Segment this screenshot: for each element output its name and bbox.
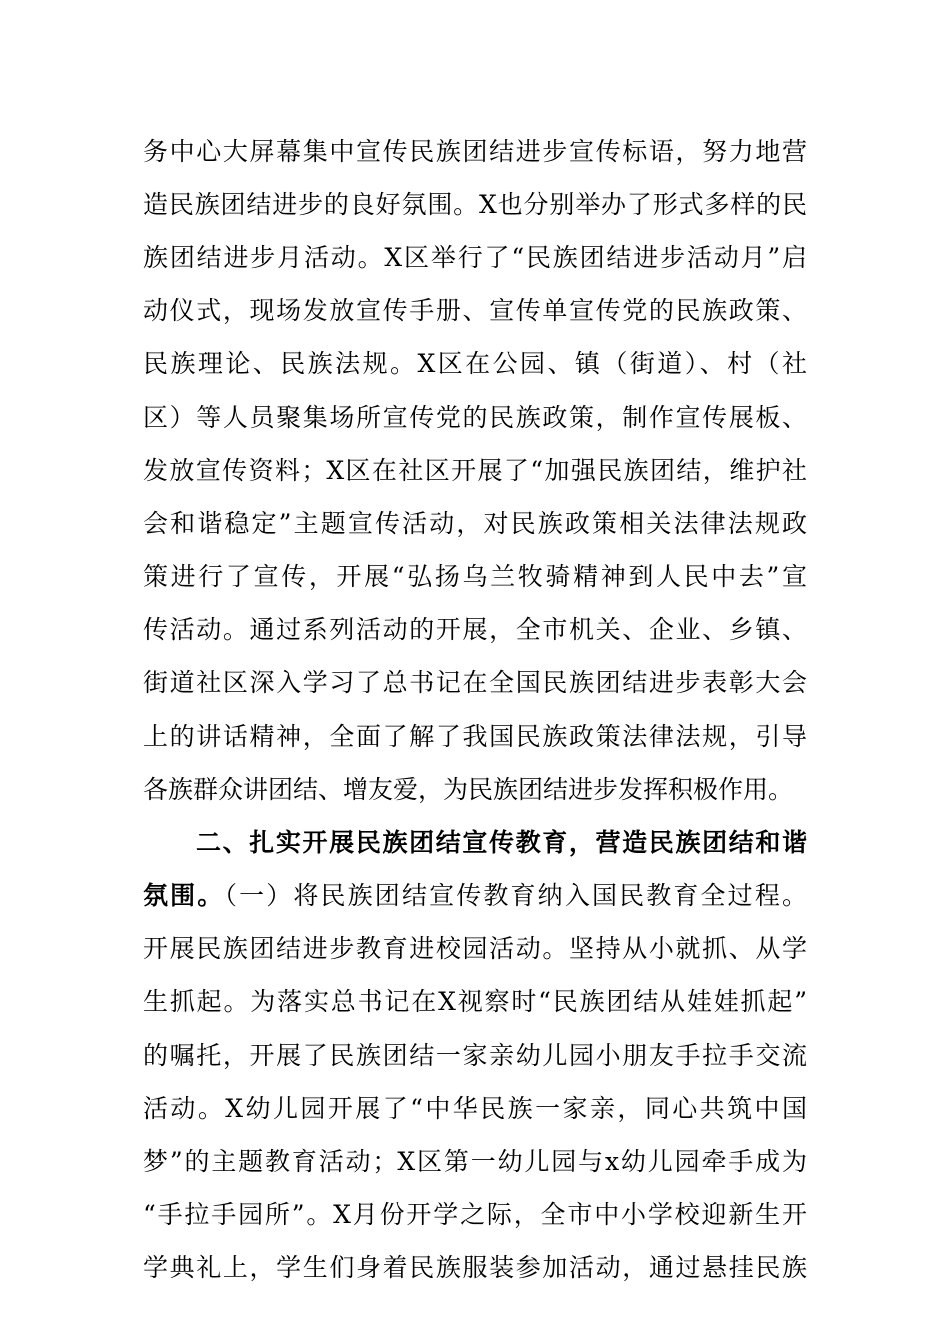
section-heading: 二、扎实开展民族团结宣传教育，营造民族团结和谐 [196,828,807,857]
body-text-line: 传活动。通过系列活动的开展，全市机关、企业、乡镇、 [143,615,807,644]
body-text-line: 区）等人员聚集场所宣传党的民族政策，制作宣传展板、 [143,403,807,432]
body-text-line: 各族群众讲团结、增友爱，为民族团结进步发挥积极作用。 [143,775,794,804]
body-text-line: 街道社区深入学习了总书记在全国民族团结进步表彰大会 [143,668,807,697]
body-text-line: 上的讲话精神，全面了解了我国民族政策法律法规，引导 [143,722,807,751]
body-text-line: 策进行了宣传，开展“弘扬乌兰牧骑精神到人民中去”宣 [143,562,807,591]
section-heading-end: 氛围。 [143,881,225,910]
body-text-line: 梦”的主题教育活动；X区第一幼儿园与x幼儿园牵手成为 [143,1147,807,1176]
body-text-line: 造民族团结进步的良好氛围。X也分别举办了形式多样的民 [143,190,807,219]
body-text-line: 动仪式，现场发放宣传手册、宣传单宣传党的民族政策、 [143,296,807,325]
body-text-line: “手拉手园所”。X月份开学之际，全市中小学校迎新生开 [143,1200,807,1229]
body-text-line: 发放宣传资料；X区在社区开展了“加强民族团结，维护社 [143,456,807,485]
body-text-line: 生抓起。为落实总书记在X视察时“民族团结从娃娃抓起” [143,987,807,1016]
body-text-line: 开展民族团结进步教育进校园活动。坚持从小就抓、从学 [143,934,807,963]
body-text-line: 学典礼上，学生们身着民族服装参加活动，通过悬挂民族 [143,1253,807,1282]
body-text-line: 务中心大屏幕集中宣传民族团结进步宣传标语，努力地营 [143,137,807,166]
body-text-line: 的嘱托，开展了民族团结一家亲幼儿园小朋友手拉手交流 [143,1041,807,1070]
body-text-line: 活动。X幼儿园开展了“中华民族一家亲，同心共筑中国 [143,1094,807,1123]
body-text-line: 会和谐稳定”主题宣传活动，对民族政策相关法律法规政 [143,509,807,538]
body-text-line: 民族理论、民族法规。X区在公园、镇（街道）、村（社 [143,349,807,378]
section-heading-continued [143,870,807,922]
body-text-line: 族团结进步月活动。X区举行了“民族团结进步活动月”启 [143,243,807,272]
subsection-heading: （一）将民族团结宣传教育纳入国民教育全过程。 [224,881,807,910]
